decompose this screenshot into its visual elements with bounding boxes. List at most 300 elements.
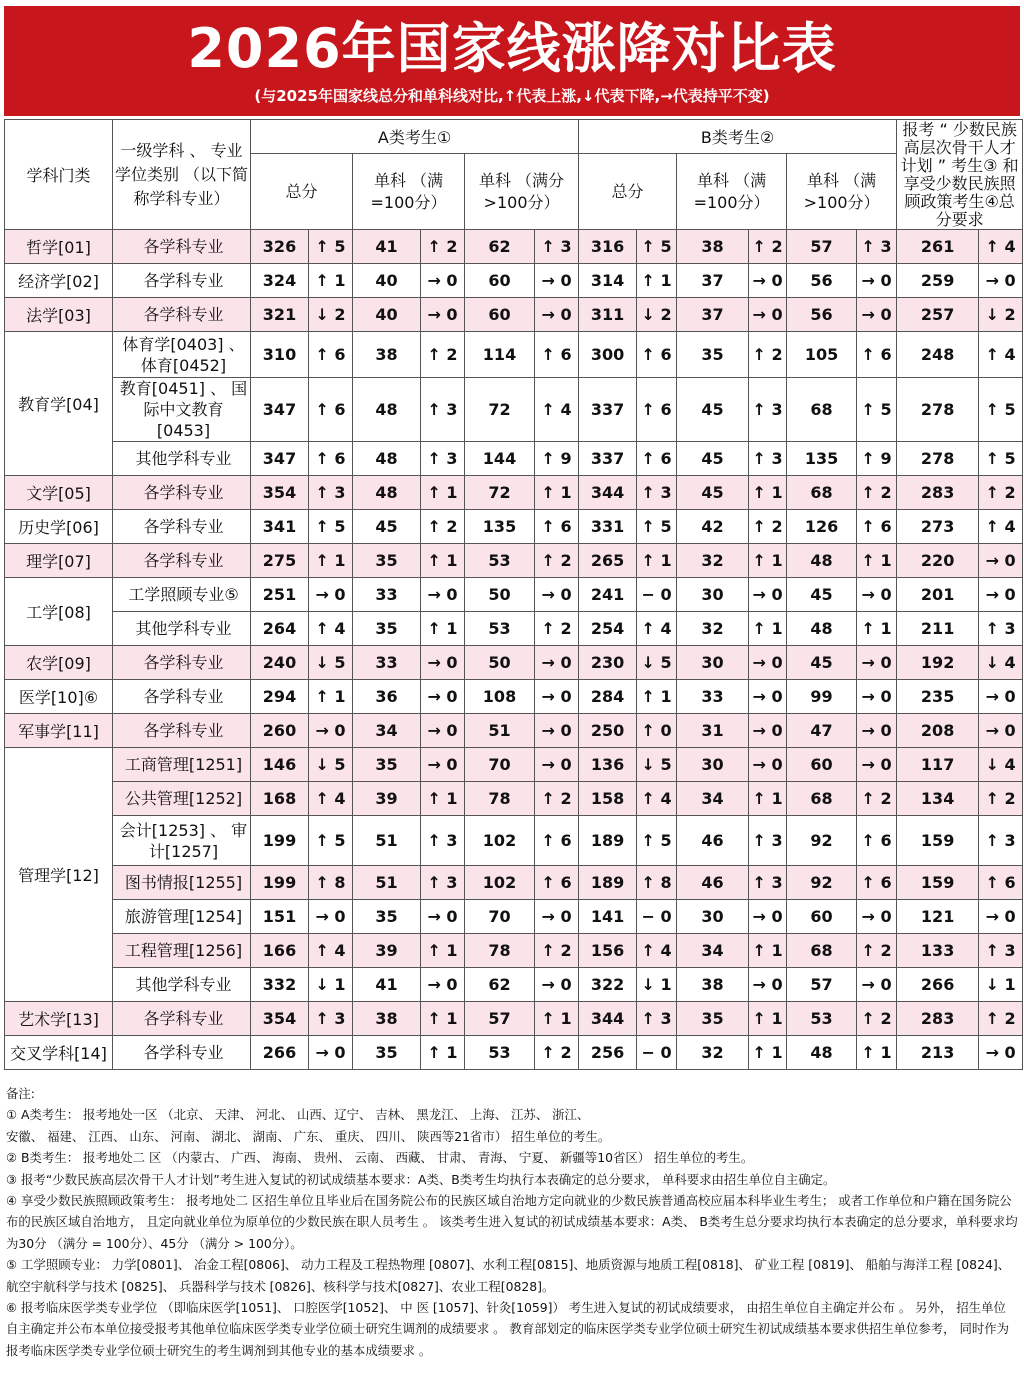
major-cell: 各学科专业 bbox=[113, 264, 251, 298]
change-value: 6 bbox=[880, 517, 892, 536]
major-cell: 图书情报[1255] bbox=[113, 866, 251, 900]
score-cell: 264 bbox=[251, 612, 309, 646]
right-arrow-icon: → bbox=[541, 907, 555, 926]
discipline-cell: 历史学[06] bbox=[5, 510, 113, 544]
down-arrow-icon: ↓ bbox=[641, 653, 655, 672]
change-value: 2 bbox=[771, 345, 783, 364]
change-cell bbox=[857, 612, 897, 646]
down-arrow-icon: ↓ bbox=[315, 755, 329, 774]
up-arrow-icon: ↑ bbox=[427, 941, 441, 960]
up-arrow-icon: ↑ bbox=[541, 941, 555, 960]
change-cell bbox=[535, 442, 579, 476]
change-value: 2 bbox=[880, 1009, 892, 1028]
up-arrow-icon: ↑ bbox=[427, 873, 441, 892]
change-cell bbox=[857, 866, 897, 900]
change-value: 2 bbox=[446, 517, 458, 536]
score-cell: 62 bbox=[465, 968, 535, 1002]
minority-change-cell bbox=[979, 968, 1023, 1002]
minority-change-cell bbox=[979, 476, 1023, 510]
change-value: 0 bbox=[771, 975, 783, 994]
right-arrow-icon: → bbox=[427, 755, 441, 774]
change-value: 3 bbox=[771, 400, 783, 419]
change-cell bbox=[637, 968, 677, 1002]
page-subtitle: (与2025年国家线总分和单科线对比,↑代表上涨,↓代表下降,→代表持平不变) bbox=[254, 87, 770, 105]
down-arrow-icon: ↓ bbox=[315, 305, 329, 324]
table-row bbox=[5, 476, 1023, 510]
change-value: 2 bbox=[660, 305, 672, 324]
up-arrow-icon: ↑ bbox=[541, 1009, 555, 1028]
score-cell: 36 bbox=[353, 680, 421, 714]
right-arrow-icon: → bbox=[861, 271, 875, 290]
change-cell bbox=[749, 934, 787, 968]
change-value: 3 bbox=[334, 1009, 346, 1028]
right-arrow-icon: → bbox=[541, 585, 555, 604]
right-arrow-icon: → bbox=[985, 907, 999, 926]
change-cell bbox=[535, 816, 579, 866]
up-arrow-icon: ↑ bbox=[315, 517, 329, 536]
change-cell bbox=[421, 298, 465, 332]
right-arrow-icon: → bbox=[315, 1043, 329, 1062]
change-value: 0 bbox=[560, 907, 572, 926]
right-arrow-icon: → bbox=[541, 271, 555, 290]
change-value: 8 bbox=[660, 873, 672, 892]
change-value: 6 bbox=[880, 345, 892, 364]
change-value: 3 bbox=[771, 873, 783, 892]
up-arrow-icon: ↑ bbox=[541, 873, 555, 892]
change-cell bbox=[535, 782, 579, 816]
discipline-cell: 经济学[02] bbox=[5, 264, 113, 298]
score-cell: 105 bbox=[787, 332, 857, 378]
change-value: 5 bbox=[660, 517, 672, 536]
change-cell bbox=[421, 748, 465, 782]
discipline-cell: 理学[07] bbox=[5, 544, 113, 578]
note-line: ② B类考生： 报考地处二 区 （内蒙古、 广西、 海南、 贵州、 云南、 西藏、 甘肃、 青海、 宁夏、 新疆等10省区） 招生单位的考生。 bbox=[6, 1150, 754, 1166]
change-cell bbox=[637, 612, 677, 646]
right-arrow-icon: → bbox=[985, 1043, 999, 1062]
change-value: 0 bbox=[880, 721, 892, 740]
change-cell bbox=[421, 866, 465, 900]
change-value: 2 bbox=[446, 237, 458, 256]
change-cell bbox=[749, 612, 787, 646]
major-cell: 体育学[0403] 、体育[0452] bbox=[113, 332, 251, 378]
change-cell bbox=[749, 646, 787, 680]
change-cell bbox=[309, 646, 353, 680]
right-arrow-icon: → bbox=[427, 975, 441, 994]
change-value: 0 bbox=[880, 271, 892, 290]
change-cell bbox=[535, 680, 579, 714]
minority-score-cell: 159 bbox=[897, 866, 979, 900]
change-value: 0 bbox=[446, 687, 458, 706]
up-arrow-icon: ↑ bbox=[641, 237, 655, 256]
up-arrow-icon: ↑ bbox=[752, 551, 766, 570]
score-cell: 53 bbox=[465, 544, 535, 578]
score-cell: 72 bbox=[465, 476, 535, 510]
right-arrow-icon: → bbox=[315, 585, 329, 604]
minority-score-cell: 117 bbox=[897, 748, 979, 782]
up-arrow-icon: ↑ bbox=[752, 483, 766, 502]
up-arrow-icon: ↑ bbox=[641, 400, 655, 419]
change-cell bbox=[535, 900, 579, 934]
change-cell bbox=[421, 378, 465, 442]
score-cell: 275 bbox=[251, 544, 309, 578]
change-value: 2 bbox=[1004, 1009, 1016, 1028]
score-cell: 141 bbox=[579, 900, 637, 934]
change-value: 0 bbox=[660, 721, 672, 740]
change-value: 9 bbox=[560, 449, 572, 468]
up-arrow-icon: ↑ bbox=[541, 449, 555, 468]
table-row bbox=[5, 748, 1023, 782]
change-cell bbox=[857, 476, 897, 510]
up-arrow-icon: ↑ bbox=[861, 237, 875, 256]
score-cell: 265 bbox=[579, 544, 637, 578]
change-value: 5 bbox=[334, 517, 346, 536]
down-arrow-icon: ↓ bbox=[985, 755, 999, 774]
change-cell bbox=[857, 968, 897, 1002]
score-cell: 41 bbox=[353, 968, 421, 1002]
up-arrow-icon: ↑ bbox=[541, 619, 555, 638]
change-cell bbox=[857, 510, 897, 544]
score-cell: 310 bbox=[251, 332, 309, 378]
right-arrow-icon: → bbox=[861, 653, 875, 672]
change-value: 4 bbox=[1004, 345, 1016, 364]
up-arrow-icon: ↑ bbox=[861, 1009, 875, 1028]
minority-score-cell: 261 bbox=[897, 230, 979, 264]
change-value: 6 bbox=[660, 400, 672, 419]
change-value: 1 bbox=[446, 1009, 458, 1028]
change-value: 3 bbox=[771, 449, 783, 468]
change-cell bbox=[749, 1036, 787, 1070]
score-cell: 241 bbox=[579, 578, 637, 612]
up-arrow-icon: ↑ bbox=[315, 400, 329, 419]
change-value: 4 bbox=[660, 941, 672, 960]
score-cell: 337 bbox=[579, 378, 637, 442]
right-arrow-icon: → bbox=[752, 975, 766, 994]
minority-change-cell bbox=[979, 1036, 1023, 1070]
score-cell: 57 bbox=[787, 968, 857, 1002]
change-cell bbox=[749, 378, 787, 442]
up-arrow-icon: ↑ bbox=[861, 517, 875, 536]
up-arrow-icon: ↑ bbox=[752, 517, 766, 536]
change-value: 2 bbox=[880, 789, 892, 808]
change-value: 5 bbox=[334, 653, 346, 672]
score-cell: 34 bbox=[677, 934, 749, 968]
down-arrow-icon: ↓ bbox=[315, 653, 329, 672]
right-arrow-icon: → bbox=[427, 653, 441, 672]
change-cell bbox=[535, 578, 579, 612]
score-cell: 284 bbox=[579, 680, 637, 714]
minority-change-cell bbox=[979, 230, 1023, 264]
up-arrow-icon: ↑ bbox=[752, 345, 766, 364]
change-cell bbox=[309, 510, 353, 544]
change-cell bbox=[857, 748, 897, 782]
change-value: 3 bbox=[1004, 941, 1016, 960]
up-arrow-icon: ↑ bbox=[985, 517, 999, 536]
change-cell bbox=[749, 866, 787, 900]
change-value: 6 bbox=[334, 345, 346, 364]
up-arrow-icon: ↑ bbox=[315, 873, 329, 892]
change-value: 0 bbox=[1004, 1043, 1016, 1062]
right-arrow-icon: → bbox=[861, 687, 875, 706]
change-cell bbox=[309, 934, 353, 968]
major-cell: 各学科专业 bbox=[113, 1036, 251, 1070]
change-value: 1 bbox=[334, 975, 346, 994]
header-group-a: A类考生① bbox=[251, 120, 579, 154]
change-value: 0 bbox=[560, 653, 572, 672]
down-arrow-icon: ↓ bbox=[985, 975, 999, 994]
right-arrow-icon: → bbox=[985, 687, 999, 706]
up-arrow-icon: ↑ bbox=[315, 237, 329, 256]
right-arrow-icon: ↑ bbox=[641, 721, 655, 740]
change-value: 1 bbox=[446, 619, 458, 638]
score-cell: 294 bbox=[251, 680, 309, 714]
score-cell: 53 bbox=[465, 612, 535, 646]
change-cell bbox=[535, 1036, 579, 1070]
score-cell: 32 bbox=[677, 1036, 749, 1070]
change-cell bbox=[309, 968, 353, 1002]
up-arrow-icon: ↑ bbox=[315, 687, 329, 706]
table-row bbox=[5, 264, 1023, 298]
change-cell bbox=[421, 1002, 465, 1036]
up-arrow-icon: ↑ bbox=[985, 941, 999, 960]
change-value: 4 bbox=[334, 619, 346, 638]
note-line: 安徽、 福建、 江西、 山东、 河南、 湖北、 湖南、 广东、 重庆、 四川、 陕西等21省市） 招生单位的考生。 bbox=[6, 1128, 611, 1144]
score-cell: 40 bbox=[353, 298, 421, 332]
score-cell: 68 bbox=[787, 378, 857, 442]
change-value: 4 bbox=[1004, 755, 1016, 774]
change-value: 4 bbox=[660, 789, 672, 808]
change-value: 0 bbox=[1004, 687, 1016, 706]
change-cell bbox=[637, 264, 677, 298]
change-cell bbox=[535, 612, 579, 646]
change-value: 2 bbox=[560, 619, 572, 638]
change-value: 5 bbox=[660, 755, 672, 774]
score-cell: 53 bbox=[787, 1002, 857, 1036]
change-value: 2 bbox=[771, 237, 783, 256]
up-arrow-icon: ↑ bbox=[641, 831, 655, 850]
notes-section bbox=[6, 1083, 1018, 1361]
change-value: 6 bbox=[560, 873, 572, 892]
up-arrow-icon: ↑ bbox=[315, 619, 329, 638]
change-value: 0 bbox=[771, 653, 783, 672]
minority-change-cell bbox=[979, 900, 1023, 934]
major-cell: 各学科专业 bbox=[113, 714, 251, 748]
change-cell bbox=[421, 680, 465, 714]
major-cell: 各学科专业 bbox=[113, 476, 251, 510]
change-value: 3 bbox=[560, 237, 572, 256]
score-cell: 102 bbox=[465, 816, 535, 866]
score-cell: 199 bbox=[251, 816, 309, 866]
change-cell bbox=[637, 816, 677, 866]
up-arrow-icon: ↑ bbox=[541, 789, 555, 808]
score-cell: 45 bbox=[677, 476, 749, 510]
score-cell: 60 bbox=[465, 298, 535, 332]
up-arrow-icon: ↑ bbox=[985, 619, 999, 638]
discipline-cell: 教育学[04] bbox=[5, 332, 113, 476]
change-value: 2 bbox=[560, 551, 572, 570]
score-cell: 156 bbox=[579, 934, 637, 968]
table-body bbox=[5, 230, 1023, 1070]
up-arrow-icon: ↑ bbox=[861, 400, 875, 419]
change-cell bbox=[309, 782, 353, 816]
score-cell: 31 bbox=[677, 714, 749, 748]
change-cell bbox=[857, 1002, 897, 1036]
change-cell bbox=[749, 298, 787, 332]
change-cell bbox=[857, 264, 897, 298]
change-cell bbox=[535, 378, 579, 442]
change-value: 1 bbox=[660, 271, 672, 290]
change-value: 0 bbox=[560, 585, 572, 604]
table-row bbox=[5, 968, 1023, 1002]
up-arrow-icon: ↑ bbox=[861, 789, 875, 808]
table-row bbox=[5, 680, 1023, 714]
minority-change-cell bbox=[979, 866, 1023, 900]
down-arrow-icon: ↓ bbox=[985, 305, 999, 324]
minority-change-cell bbox=[979, 782, 1023, 816]
header-minority: 报考 “ 少数民族高层次骨干人才计划 ” 考生③ 和享受少数民族照顾政策考生④总分要求 bbox=[897, 120, 1023, 230]
score-cell: 37 bbox=[677, 298, 749, 332]
score-cell: 30 bbox=[677, 900, 749, 934]
change-cell bbox=[857, 378, 897, 442]
up-arrow-icon: ↑ bbox=[641, 789, 655, 808]
change-cell bbox=[535, 934, 579, 968]
up-arrow-icon: ↑ bbox=[752, 619, 766, 638]
change-value: 1 bbox=[560, 483, 572, 502]
header-b-single100: 单科 （满=100分） bbox=[677, 154, 787, 230]
minority-change-cell bbox=[979, 934, 1023, 968]
change-value: 0 bbox=[771, 271, 783, 290]
score-cell: 322 bbox=[579, 968, 637, 1002]
score-cell: 354 bbox=[251, 1002, 309, 1036]
change-value: 1 bbox=[771, 1009, 783, 1028]
minority-change-cell bbox=[979, 680, 1023, 714]
change-value: 0 bbox=[560, 271, 572, 290]
change-value: 1 bbox=[880, 1043, 892, 1062]
right-arrow-icon: → bbox=[861, 975, 875, 994]
score-cell: 38 bbox=[677, 230, 749, 264]
score-cell: 250 bbox=[579, 714, 637, 748]
up-arrow-icon: ↑ bbox=[427, 619, 441, 638]
score-cell: 38 bbox=[353, 1002, 421, 1036]
up-arrow-icon: ↑ bbox=[641, 551, 655, 570]
score-cell: 57 bbox=[787, 230, 857, 264]
change-cell bbox=[749, 748, 787, 782]
change-cell bbox=[637, 782, 677, 816]
change-value: 4 bbox=[334, 941, 346, 960]
up-arrow-icon: ↑ bbox=[427, 551, 441, 570]
change-value: 0 bbox=[771, 687, 783, 706]
table-row bbox=[5, 646, 1023, 680]
discipline-cell: 文学[05] bbox=[5, 476, 113, 510]
up-arrow-icon: ↑ bbox=[427, 517, 441, 536]
change-value: 0 bbox=[334, 585, 346, 604]
change-value: 6 bbox=[880, 873, 892, 892]
change-value: 1 bbox=[446, 483, 458, 502]
score-cell: 126 bbox=[787, 510, 857, 544]
up-arrow-icon: ↑ bbox=[861, 449, 875, 468]
minority-change-cell bbox=[979, 442, 1023, 476]
change-value: 2 bbox=[771, 517, 783, 536]
right-arrow-icon: → bbox=[861, 585, 875, 604]
right-arrow-icon: → bbox=[427, 585, 441, 604]
change-cell bbox=[421, 230, 465, 264]
score-cell: 35 bbox=[353, 900, 421, 934]
right-arrow-icon: → bbox=[541, 687, 555, 706]
up-arrow-icon: ↑ bbox=[427, 449, 441, 468]
right-arrow-icon: → bbox=[427, 907, 441, 926]
change-value: 5 bbox=[1004, 449, 1016, 468]
score-cell: 51 bbox=[353, 866, 421, 900]
minority-change-cell bbox=[979, 578, 1023, 612]
major-cell: 会计[1253] 、 审计[1257] bbox=[113, 816, 251, 866]
change-cell bbox=[421, 264, 465, 298]
change-value: 3 bbox=[446, 449, 458, 468]
up-arrow-icon: ↑ bbox=[641, 517, 655, 536]
up-arrow-icon: ↑ bbox=[541, 483, 555, 502]
up-arrow-icon: ↑ bbox=[641, 483, 655, 502]
score-cell: 50 bbox=[465, 646, 535, 680]
score-cell: 68 bbox=[787, 476, 857, 510]
change-value: 2 bbox=[880, 941, 892, 960]
table-row bbox=[5, 1036, 1023, 1070]
up-arrow-icon: ↑ bbox=[752, 831, 766, 850]
score-cell: 39 bbox=[353, 934, 421, 968]
change-cell bbox=[637, 442, 677, 476]
up-arrow-icon: ↑ bbox=[861, 941, 875, 960]
score-cell: 51 bbox=[465, 714, 535, 748]
up-arrow-icon: ↑ bbox=[315, 831, 329, 850]
change-value: 1 bbox=[446, 1043, 458, 1062]
up-arrow-icon: ↑ bbox=[861, 1043, 875, 1062]
up-arrow-icon: ↑ bbox=[541, 1043, 555, 1062]
score-cell: 37 bbox=[677, 264, 749, 298]
change-value: 4 bbox=[1004, 517, 1016, 536]
score-cell: 33 bbox=[677, 680, 749, 714]
change-value: 6 bbox=[880, 831, 892, 850]
change-cell bbox=[857, 442, 897, 476]
major-cell: 公共管理[1252] bbox=[113, 782, 251, 816]
major-cell: 旅游管理[1254] bbox=[113, 900, 251, 934]
table-row bbox=[5, 714, 1023, 748]
discipline-cell: 医学[10]⑥ bbox=[5, 680, 113, 714]
major-cell: 其他学科专业 bbox=[113, 612, 251, 646]
change-value: 1 bbox=[1004, 975, 1016, 994]
change-cell bbox=[749, 816, 787, 866]
up-arrow-icon: ↑ bbox=[861, 345, 875, 364]
right-arrow-icon: → bbox=[752, 585, 766, 604]
change-value: 1 bbox=[446, 789, 458, 808]
up-arrow-icon: ↑ bbox=[427, 400, 441, 419]
change-cell bbox=[857, 934, 897, 968]
minority-score-cell: 213 bbox=[897, 1036, 979, 1070]
change-cell bbox=[857, 782, 897, 816]
minority-change-cell bbox=[979, 714, 1023, 748]
up-arrow-icon: ↑ bbox=[315, 271, 329, 290]
up-arrow-icon: ↑ bbox=[641, 619, 655, 638]
major-cell: 其他学科专业 bbox=[113, 442, 251, 476]
minority-score-cell: 134 bbox=[897, 782, 979, 816]
score-cell: 102 bbox=[465, 866, 535, 900]
up-arrow-icon: ↑ bbox=[985, 789, 999, 808]
minority-change-cell bbox=[979, 612, 1023, 646]
up-arrow-icon: ↑ bbox=[641, 1009, 655, 1028]
table-row bbox=[5, 510, 1023, 544]
change-value: 0 bbox=[1004, 271, 1016, 290]
score-cell: 60 bbox=[787, 900, 857, 934]
change-cell bbox=[637, 1036, 677, 1070]
score-cell: 260 bbox=[251, 714, 309, 748]
right-arrow-icon: → bbox=[752, 907, 766, 926]
right-arrow-icon: → bbox=[541, 755, 555, 774]
